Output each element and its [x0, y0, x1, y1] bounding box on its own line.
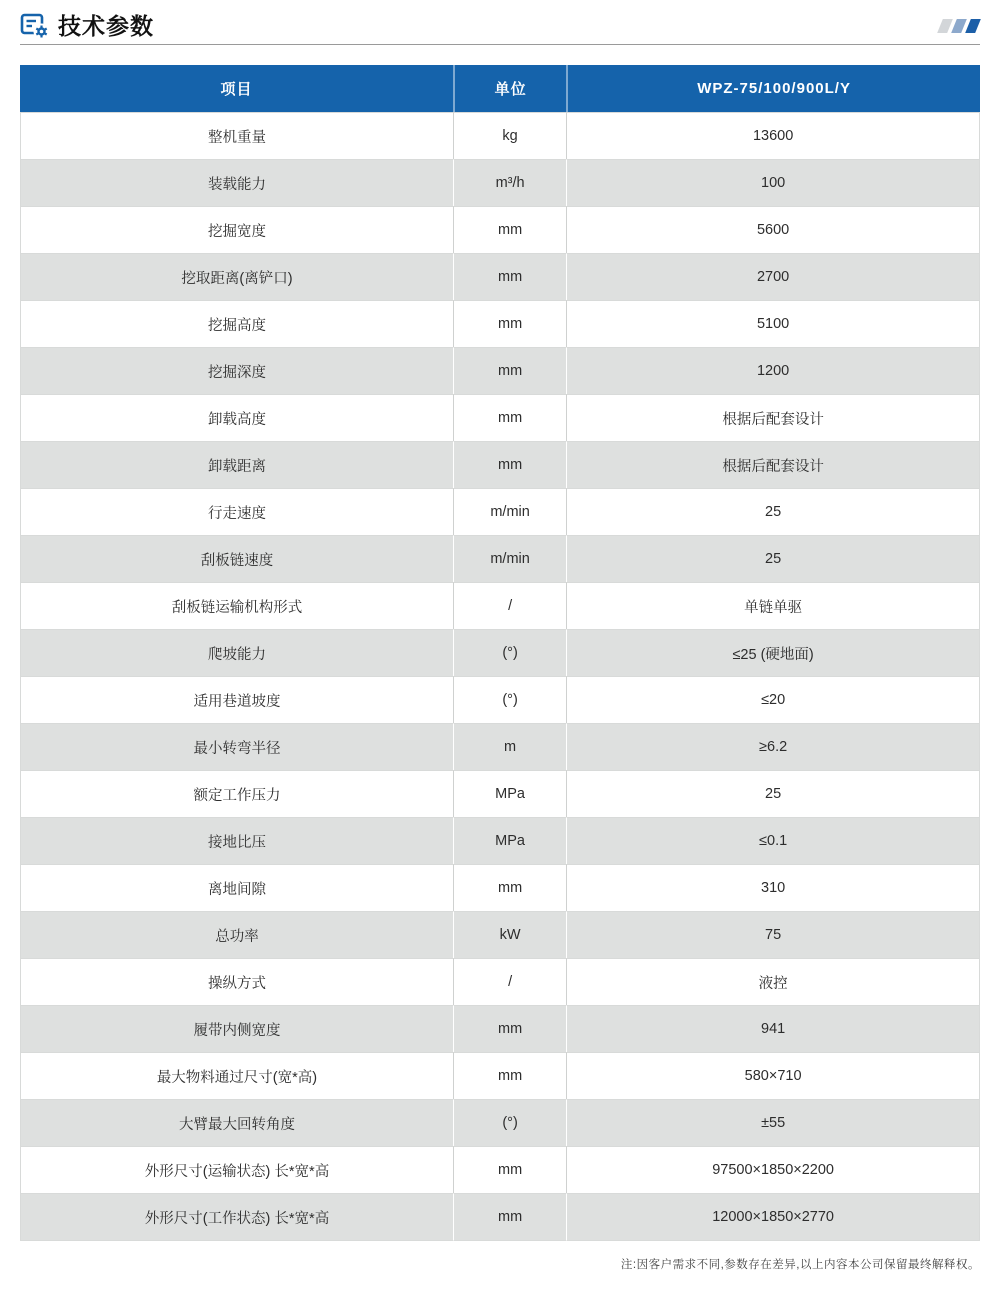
title-divider: [20, 44, 980, 45]
item-cell: 刮板链运输机构形式: [20, 582, 453, 629]
item-cell: 挖取距离(离铲口): [20, 253, 453, 300]
table-row: [20, 723, 980, 770]
unit-cell: m³/h: [453, 159, 566, 206]
value-cell: 97500×1850×2200: [566, 1146, 980, 1193]
value-cell: 5600: [566, 206, 980, 253]
table-body: [20, 112, 980, 1241]
table-row: [20, 441, 980, 488]
unit-cell: MPa: [453, 817, 566, 864]
item-cell: 卸载高度: [20, 394, 453, 441]
table-row: [20, 582, 980, 629]
unit-cell: mm: [453, 1193, 566, 1241]
unit-cell: kW: [453, 911, 566, 958]
unit-cell: mm: [453, 253, 566, 300]
table-row: [20, 958, 980, 1005]
item-cell: 大臂最大回转角度: [20, 1099, 453, 1146]
value-cell: ≤0.1: [566, 817, 980, 864]
table-row: [20, 159, 980, 206]
value-cell: 液控: [566, 958, 980, 1005]
unit-cell: /: [453, 958, 566, 1005]
table-row: [20, 1193, 980, 1241]
slash-icon-lightblue: [951, 19, 967, 33]
item-cell: 最小转弯半径: [20, 723, 453, 770]
unit-cell: m: [453, 723, 566, 770]
unit-cell: (°): [453, 1099, 566, 1146]
unit-cell: m/min: [453, 535, 566, 582]
item-cell: 总功率: [20, 911, 453, 958]
unit-cell: mm: [453, 1005, 566, 1052]
table-header-row: [20, 65, 980, 112]
item-cell: 接地比压: [20, 817, 453, 864]
title-bar: [20, 10, 980, 42]
unit-cell: mm: [453, 864, 566, 911]
table-row: [20, 1005, 980, 1052]
table-row: [20, 676, 980, 723]
unit-cell: (°): [453, 676, 566, 723]
unit-cell: MPa: [453, 770, 566, 817]
item-cell: 最大物料通过尺寸(宽*高): [20, 1052, 453, 1099]
table-row: [20, 911, 980, 958]
value-cell: ≤25 (硬地面): [566, 629, 980, 676]
value-cell: 根据后配套设计: [566, 441, 980, 488]
tech-params-icon: [20, 11, 50, 41]
value-cell: 25: [566, 535, 980, 582]
unit-cell: mm: [453, 300, 566, 347]
unit-cell: mm: [453, 347, 566, 394]
spec-table: [20, 65, 980, 1241]
table-row: [20, 1146, 980, 1193]
item-cell: 额定工作压力: [20, 770, 453, 817]
value-cell: 580×710: [566, 1052, 980, 1099]
value-cell: 12000×1850×2770: [566, 1193, 980, 1241]
table-row: [20, 488, 980, 535]
item-cell: 外形尺寸(运输状态) 长*宽*高: [20, 1146, 453, 1193]
unit-cell: mm: [453, 206, 566, 253]
value-cell: 5100: [566, 300, 980, 347]
item-cell: 装载能力: [20, 159, 453, 206]
value-cell: 1200: [566, 347, 980, 394]
item-cell: 挖掘深度: [20, 347, 453, 394]
table-row: [20, 112, 980, 159]
item-cell: 挖掘高度: [20, 300, 453, 347]
item-cell: 卸载距离: [20, 441, 453, 488]
value-cell: 25: [566, 488, 980, 535]
item-cell: 挖掘宽度: [20, 206, 453, 253]
item-cell: 操纵方式: [20, 958, 453, 1005]
value-cell: 100: [566, 159, 980, 206]
unit-cell: mm: [453, 1146, 566, 1193]
item-cell: 适用巷道坡度: [20, 676, 453, 723]
table-row: [20, 206, 980, 253]
unit-cell: kg: [453, 112, 566, 159]
page-title: 技术参数: [58, 12, 154, 39]
value-cell: 310: [566, 864, 980, 911]
unit-cell: mm: [453, 394, 566, 441]
table-row: [20, 300, 980, 347]
value-cell: 13600: [566, 112, 980, 159]
unit-cell: (°): [453, 629, 566, 676]
slash-icon-darkblue: [965, 19, 981, 33]
table-row: [20, 629, 980, 676]
table-row: [20, 817, 980, 864]
value-cell: ≥6.2: [566, 723, 980, 770]
item-cell: 爬坡能力: [20, 629, 453, 676]
table-row: [20, 1052, 980, 1099]
value-cell: 941: [566, 1005, 980, 1052]
table-row: [20, 535, 980, 582]
item-cell: 行走速度: [20, 488, 453, 535]
table-row: [20, 347, 980, 394]
item-cell: 离地间隙: [20, 864, 453, 911]
table-row: [20, 864, 980, 911]
unit-cell: mm: [453, 1052, 566, 1099]
table-row: [20, 394, 980, 441]
item-cell: 外形尺寸(工作状态) 长*宽*高: [20, 1193, 453, 1241]
table-row: [20, 1099, 980, 1146]
decorative-slashes: [940, 19, 978, 33]
footnote: 注:因客户需求不同,参数存在差异,以上内容本公司保留最终解释权。: [620, 1259, 980, 1271]
table-row: [20, 253, 980, 300]
column-header-model: WPZ-75/100/900L/Y: [566, 65, 980, 112]
value-cell: 75: [566, 911, 980, 958]
unit-cell: mm: [453, 441, 566, 488]
slash-icon-gray: [937, 19, 953, 33]
unit-cell: /: [453, 582, 566, 629]
column-header-unit: 单位: [453, 65, 566, 112]
item-cell: 整机重量: [20, 112, 453, 159]
value-cell: ≤20: [566, 676, 980, 723]
table-row: [20, 770, 980, 817]
unit-cell: m/min: [453, 488, 566, 535]
item-cell: 履带内侧宽度: [20, 1005, 453, 1052]
value-cell: ±55: [566, 1099, 980, 1146]
value-cell: 单链单驱: [566, 582, 980, 629]
value-cell: 25: [566, 770, 980, 817]
value-cell: 2700: [566, 253, 980, 300]
value-cell: 根据后配套设计: [566, 394, 980, 441]
column-header-item: 项目: [20, 65, 453, 112]
item-cell: 刮板链速度: [20, 535, 453, 582]
